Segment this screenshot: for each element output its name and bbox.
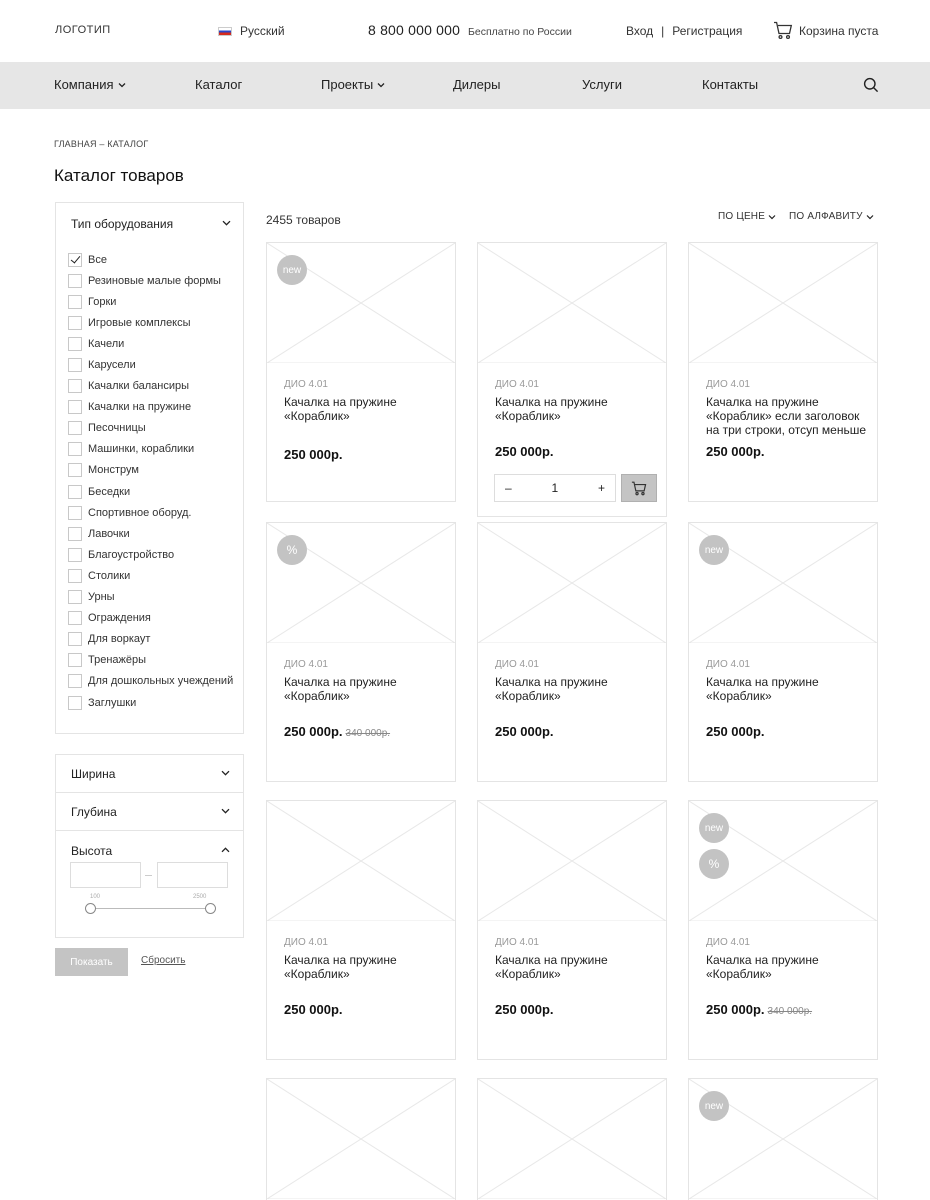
product-price [706, 1002, 812, 1017]
filter-option-label: Урны [88, 591, 115, 604]
product-name[interactable]: Качалка на пружине «Кораблик» [495, 953, 608, 981]
chevron-down-icon [866, 214, 874, 220]
filter-option[interactable] [68, 629, 233, 650]
product-name[interactable]: Качалка на пружине «Кораблик» [495, 395, 608, 423]
russia-flag-icon [218, 27, 232, 36]
product-price [706, 724, 765, 739]
reset-link[interactable]: Сбросить [141, 955, 186, 966]
price-value: 250 000р. [495, 1002, 554, 1017]
product-price [284, 724, 390, 739]
filter-option-label: Монструм [88, 464, 139, 477]
price-value: 250 000р. [284, 1002, 343, 1017]
checkbox[interactable] [68, 632, 82, 646]
filter-option[interactable] [68, 481, 233, 502]
product-card[interactable] [477, 800, 667, 1060]
product-price [284, 447, 343, 462]
chevron-up-icon[interactable] [221, 847, 230, 853]
filter-option-label: Для воркаут [88, 633, 151, 646]
price-value: 250 000р. [284, 447, 343, 462]
decrement-button[interactable]: – [505, 481, 512, 495]
checkbox[interactable] [68, 400, 82, 414]
product-code: ДИО 4.01 [284, 937, 328, 948]
filter-option[interactable] [68, 460, 233, 481]
filter-option[interactable] [68, 544, 233, 565]
checkbox[interactable] [68, 506, 82, 520]
checkbox[interactable] [68, 463, 82, 477]
product-card[interactable] [688, 800, 878, 1060]
filter-option-label: Горки [88, 295, 117, 308]
price-value: 250 000р. [706, 444, 765, 459]
product-card[interactable] [477, 1078, 667, 1200]
filter-option[interactable] [68, 650, 233, 671]
filter-option[interactable] [68, 270, 233, 291]
auth-links [626, 24, 742, 38]
range-max-label: 2500 [193, 894, 207, 900]
product-name[interactable]: Качалка на пружине «Кораблик» [284, 953, 397, 981]
cart-icon [773, 21, 793, 40]
old-price: 340 000р. [345, 728, 391, 739]
checkbox[interactable] [68, 527, 82, 541]
product-code: ДИО 4.01 [495, 379, 539, 390]
range-dash [145, 875, 152, 876]
product-code: ДИО 4.01 [495, 937, 539, 948]
product-code: ДИО 4.01 [284, 659, 328, 670]
filter-option[interactable] [68, 354, 233, 375]
product-card[interactable] [266, 242, 456, 502]
product-card[interactable] [688, 1078, 878, 1200]
checkbox[interactable] [68, 274, 82, 288]
nav-item-company[interactable] [54, 77, 126, 92]
nav-item-dealers[interactable] [453, 77, 500, 92]
nav-label: Контакты [702, 77, 759, 92]
checkbox[interactable] [68, 442, 82, 456]
product-code: ДИО 4.01 [284, 379, 328, 390]
product-card[interactable] [266, 800, 456, 1060]
product-price [495, 1002, 554, 1017]
filter-option[interactable] [68, 249, 233, 270]
filter-option[interactable] [68, 397, 233, 418]
sort-by-price[interactable] [718, 211, 776, 222]
filter-option-label: Все [88, 253, 107, 266]
product-card[interactable] [688, 522, 878, 782]
price-value: 250 000р. [495, 724, 554, 739]
nav-label: Услуги [582, 77, 622, 92]
product-card[interactable] [688, 242, 878, 502]
checkbox[interactable] [68, 485, 82, 499]
header-cart[interactable] [773, 21, 878, 40]
product-image-placeholder[interactable] [478, 801, 666, 921]
chevron-down-icon [377, 82, 385, 88]
equipment-options [68, 249, 233, 713]
filter-depth[interactable] [56, 793, 243, 831]
filter-option-label: Тренажёры [88, 654, 147, 667]
increment-button[interactable]: + [597, 481, 605, 495]
phone-number[interactable]: 8 800 000 000 [368, 22, 461, 38]
filter-option-label: Спортивное оборуд. [88, 506, 192, 519]
filter-option-label: Ограждения [88, 612, 151, 625]
checkbox[interactable] [68, 316, 82, 330]
phone-note: Бесплатно по России [468, 26, 572, 38]
filter-option[interactable] [68, 587, 233, 608]
product-price [495, 724, 554, 739]
main-nav [0, 62, 930, 109]
filter-option-label: Карусели [88, 359, 136, 372]
product-name[interactable]: Качалка на пружине «Кораблик» [706, 675, 819, 703]
product-name[interactable]: Качалка на пружине «Кораблик» если заголовок на три строки, отсуп меньше [706, 395, 867, 437]
price-value: 250 000р. [706, 724, 765, 739]
product-card[interactable] [266, 1078, 456, 1200]
filter-option-label: Качели [88, 337, 125, 350]
filter-option-label: Качалки на пружине [88, 401, 192, 414]
search-icon [863, 77, 879, 93]
nav-item-contacts[interactable] [702, 77, 758, 92]
product-card[interactable] [266, 522, 456, 782]
nav-item-projects[interactable] [321, 77, 385, 92]
filter-option[interactable] [68, 333, 233, 354]
nav-label: Каталог [195, 77, 243, 92]
product-image-placeholder[interactable] [267, 801, 455, 921]
filter-option-label: Лавочки [88, 527, 130, 540]
filter-option[interactable] [68, 291, 233, 312]
product-code: ДИО 4.01 [706, 937, 750, 948]
top-header [0, 0, 930, 62]
product-name[interactable]: Качалка на пружине «Кораблик» [284, 675, 397, 703]
product-price [706, 444, 765, 459]
filter-width-label: Ширина [71, 767, 116, 781]
filter-option[interactable] [68, 608, 233, 629]
old-price: 340 000р. [767, 1006, 813, 1017]
filter-depth-label: Глубина [71, 805, 117, 819]
filter-option[interactable] [68, 671, 233, 692]
product-code: ДИО 4.01 [706, 379, 750, 390]
product-image-placeholder[interactable] [267, 1079, 455, 1199]
checkbox[interactable] [68, 569, 82, 583]
sort-alpha-label: ПО АЛФАВИТУ [789, 211, 863, 222]
discount-badge: % [277, 535, 307, 565]
quantity-stepper[interactable] [494, 474, 616, 502]
product-name[interactable]: Качалка на пружине «Кораблик» [495, 675, 608, 703]
sort-price-label: ПО ЦЕНЕ [718, 211, 766, 222]
filter-option[interactable] [68, 502, 233, 523]
filter-option-label: Для дошкольных учеждений [88, 675, 234, 688]
checkbox[interactable] [68, 590, 82, 604]
quantity-value: 1 [551, 481, 559, 495]
height-slider-max-handle[interactable] [205, 903, 216, 914]
filter-title[interactable]: Тип оборудования [71, 217, 174, 231]
filter-option-label: Столики [88, 569, 131, 582]
checkbox[interactable] [68, 674, 82, 688]
filter-option[interactable] [68, 418, 233, 439]
filter-option-label: Игровые комплексы [88, 316, 191, 329]
logo[interactable]: ЛОГОТИП [55, 24, 111, 36]
filter-option-label: Заглушки [88, 696, 137, 709]
product-card[interactable] [477, 242, 667, 517]
equipment-filter [55, 202, 244, 734]
price-value: 250 000р. [284, 724, 343, 739]
chevron-down-icon [221, 770, 230, 776]
checkbox[interactable] [68, 337, 82, 351]
nav-label: Проекты [321, 77, 374, 92]
product-code: ДИО 4.01 [706, 659, 750, 670]
sort-by-alphabet[interactable] [789, 211, 874, 222]
product-image-placeholder[interactable] [478, 243, 666, 363]
checkbox[interactable] [68, 548, 82, 562]
filter-option-label: Качалки балансиры [88, 380, 190, 393]
checkbox[interactable] [68, 253, 82, 267]
login-link[interactable]: Вход [626, 24, 654, 38]
product-image-placeholder[interactable] [689, 243, 877, 363]
dimension-filters [55, 754, 244, 938]
new-badge: new [277, 255, 307, 285]
nav-label: Дилеры [453, 77, 501, 92]
filter-option[interactable] [68, 439, 233, 460]
product-name[interactable]: Качалка на пружине «Кораблик» [284, 395, 397, 423]
language-selector[interactable] [218, 24, 285, 38]
chevron-down-icon [768, 214, 776, 220]
discount-badge: % [699, 849, 729, 879]
height-max-input[interactable] [157, 862, 228, 888]
new-badge: new [699, 1091, 729, 1121]
filter-option-label: Резиновые малые формы [88, 274, 221, 287]
filter-option[interactable] [68, 523, 233, 544]
checkbox[interactable] [68, 611, 82, 625]
cart-label: Корзина пуста [799, 23, 879, 38]
filter-option[interactable] [68, 565, 233, 586]
range-min-label: 100 [90, 894, 101, 900]
filter-option-label: Беседки [88, 485, 131, 498]
new-badge: new [699, 813, 729, 843]
filter-width[interactable] [56, 755, 243, 793]
page-title: Каталог товаров [54, 166, 184, 185]
filter-option[interactable] [68, 376, 233, 397]
product-price [495, 444, 554, 459]
price-value: 250 000р. [706, 1002, 765, 1017]
product-count: 2455 товаров [266, 213, 341, 227]
chevron-down-icon [118, 82, 126, 88]
cart-icon [631, 481, 647, 496]
filter-height-label[interactable]: Высота [71, 844, 113, 858]
register-link[interactable]: Регистрация [672, 24, 743, 38]
height-min-input[interactable] [70, 862, 141, 888]
new-badge: new [699, 535, 729, 565]
language-label: Русский [240, 24, 285, 38]
product-image-placeholder[interactable] [478, 523, 666, 643]
product-card[interactable] [477, 522, 667, 782]
nav-item-services[interactable] [582, 77, 622, 92]
show-button[interactable]: Показать [55, 948, 128, 976]
nav-label: Компания [54, 77, 114, 92]
product-code: ДИО 4.01 [495, 659, 539, 670]
checkbox[interactable] [68, 653, 82, 667]
filter-option[interactable] [68, 692, 233, 713]
height-slider-track[interactable] [91, 908, 211, 909]
filter-option-label: Песочницы [88, 422, 146, 435]
price-value: 250 000р. [495, 444, 554, 459]
checkbox[interactable] [68, 295, 82, 309]
product-price [284, 1002, 343, 1017]
checkbox[interactable] [68, 421, 82, 435]
checkbox[interactable] [68, 696, 82, 710]
auth-separator: | [661, 24, 665, 38]
filter-option[interactable] [68, 312, 233, 333]
breadcrumb[interactable]: ГЛАВНАЯ – КАТАЛОГ [54, 139, 149, 149]
search-button[interactable] [863, 77, 879, 98]
chevron-down-icon[interactable] [222, 220, 231, 226]
filter-option-label: Благоустройство [88, 548, 175, 561]
checkbox[interactable] [68, 358, 82, 372]
filter-option-label: Машинки, кораблики [88, 443, 195, 456]
product-image-placeholder[interactable] [478, 1079, 666, 1199]
chevron-down-icon [221, 808, 230, 814]
checkbox[interactable] [68, 379, 82, 393]
nav-item-catalog[interactable] [195, 77, 242, 92]
add-to-cart-button[interactable] [621, 474, 657, 502]
product-name[interactable]: Качалка на пружине «Кораблик» [706, 953, 819, 981]
height-slider-min-handle[interactable] [85, 903, 96, 914]
